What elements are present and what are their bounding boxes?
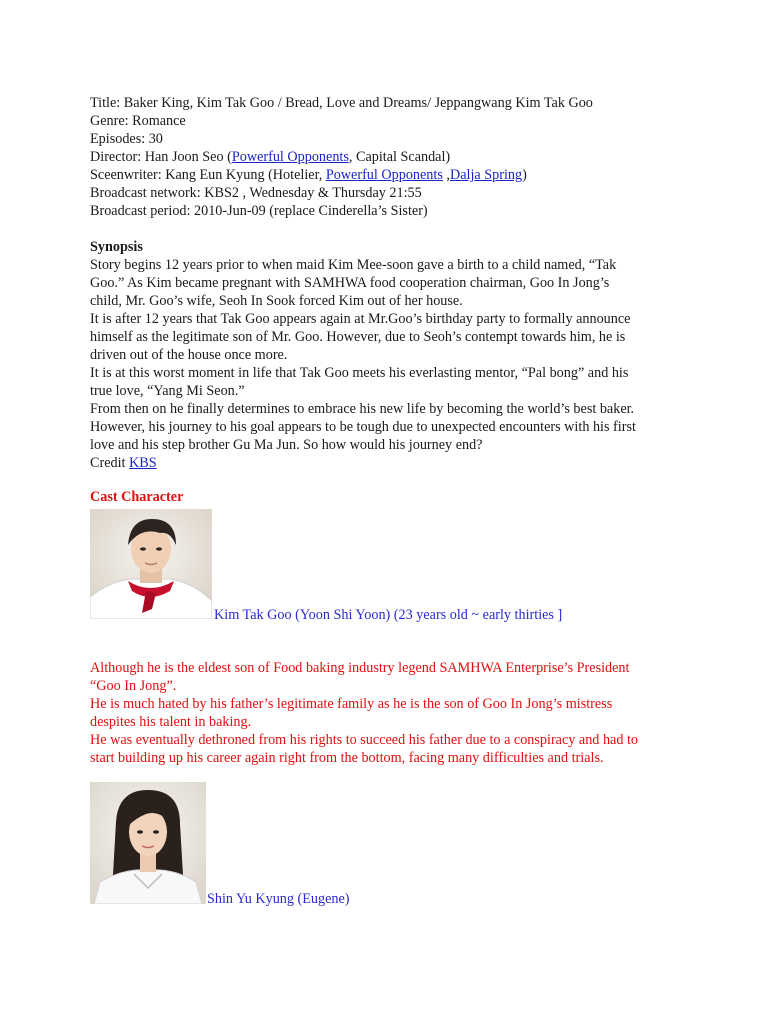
synopsis-line: Story begins 12 years prior to when maid Kim Mee-soon gave a birth to a child named, “Tak — [90, 257, 617, 273]
shin-yu-kyung-portrait — [90, 782, 206, 904]
director-powerful-opponents-link[interactable]: Powerful Opponents — [231, 149, 349, 165]
director-line — [90, 148, 450, 166]
synopsis-line: love and his step brother Gu Ma Jun. So how would his journey end? — [90, 437, 483, 453]
synopsis-line: child, Mr. Goo’s wife, Seoh In Sook forced Kim out of her house. — [90, 293, 463, 309]
char1-desc-line: “Goo In Jong”. — [90, 678, 177, 694]
shin-yu-kyung-photo — [90, 782, 206, 904]
char1-desc-line: despites his talent in baking. — [90, 714, 252, 730]
title-line: Title: Baker King, Kim Tak Goo / Bread, Love and Dreams/ Jeppangwang Kim Tak Goo — [90, 95, 593, 111]
synopsis-line: driven out of the house once more. — [90, 347, 288, 363]
writer-suffix: ) — [522, 167, 527, 183]
kim-tak-goo-portrait — [90, 509, 212, 619]
writer-mid: , — [442, 167, 450, 183]
char1-desc-line: start building up his career again right from the bottom, facing many difficulties and trials. — [90, 750, 604, 766]
writer-powerful-opponents-link[interactable]: Powerful Opponents — [325, 167, 443, 183]
synopsis-line: It is after 12 years that Tak Goo appears again at Mr.Goo’s birthday party to formally announce — [90, 311, 631, 327]
char1-desc-line: He was eventually dethroned from his rights to succeed his father due to a conspiracy and had to — [90, 732, 639, 748]
synopsis-line: himself as the legitimate son of Mr. Goo. However, due to Seoh’s contempt towards him, he is — [90, 329, 626, 345]
screenwriter-line — [90, 166, 527, 184]
char1-desc-line: Although he is the eldest son of Food baking industry legend SAMHWA Enterprise’s President — [90, 660, 630, 676]
writer-prefix: Sceenwriter: Kang Eun Kyung (Hotelier, — [90, 167, 326, 183]
episodes-line: Episodes: 30 — [90, 131, 163, 147]
kim-tak-goo-photo — [90, 509, 212, 619]
genre-line: Genre: Romance — [90, 113, 186, 129]
cast-heading: Cast Character — [90, 489, 184, 505]
credit-kbs-link[interactable]: KBS — [129, 455, 157, 471]
kim-tak-goo-caption: Kim Tak Goo (Yoon Shi Yoon) (23 years old ~ early thirties ] — [214, 607, 563, 623]
credit-prefix: Credit — [90, 455, 130, 471]
synopsis-line: From then on he finally determines to embrace his new life by becoming the world’s best baker. — [90, 401, 635, 417]
synopsis-line: Goo.” As Kim became pregnant with SAMHWA food cooperation chairman, Goo In Jong’s — [90, 275, 610, 291]
writer-dalja-spring-link[interactable]: Dalja Spring — [449, 167, 523, 183]
synopsis-line: It is at this worst moment in life that Tak Goo meets his everlasting mentor, “Pal bong” and his — [90, 365, 629, 381]
period-line: Broadcast period: 2010-Jun-09 (replace Cinderella’s Sister) — [90, 203, 428, 219]
network-line: Broadcast network: KBS2 , Wednesday & Thursday 21:55 — [90, 185, 422, 201]
shin-yu-kyung-caption: Shin Yu Kyung (Eugene) — [207, 891, 350, 907]
credit-line — [90, 454, 157, 472]
director-prefix: Director: Han Joon Seo ( — [90, 149, 232, 165]
char1-desc-line: He is much hated by his father’s legitimate family as he is the son of Goo In Jong’s mistress — [90, 696, 613, 712]
director-suffix: , Capital Scandal) — [348, 149, 451, 165]
synopsis-line: true love, “Yang Mi Seon.” — [90, 383, 245, 399]
synopsis-heading: Synopsis — [90, 239, 143, 255]
synopsis-line: However, his journey to his goal appears to be tough due to unexpected encounters with his first — [90, 419, 636, 435]
